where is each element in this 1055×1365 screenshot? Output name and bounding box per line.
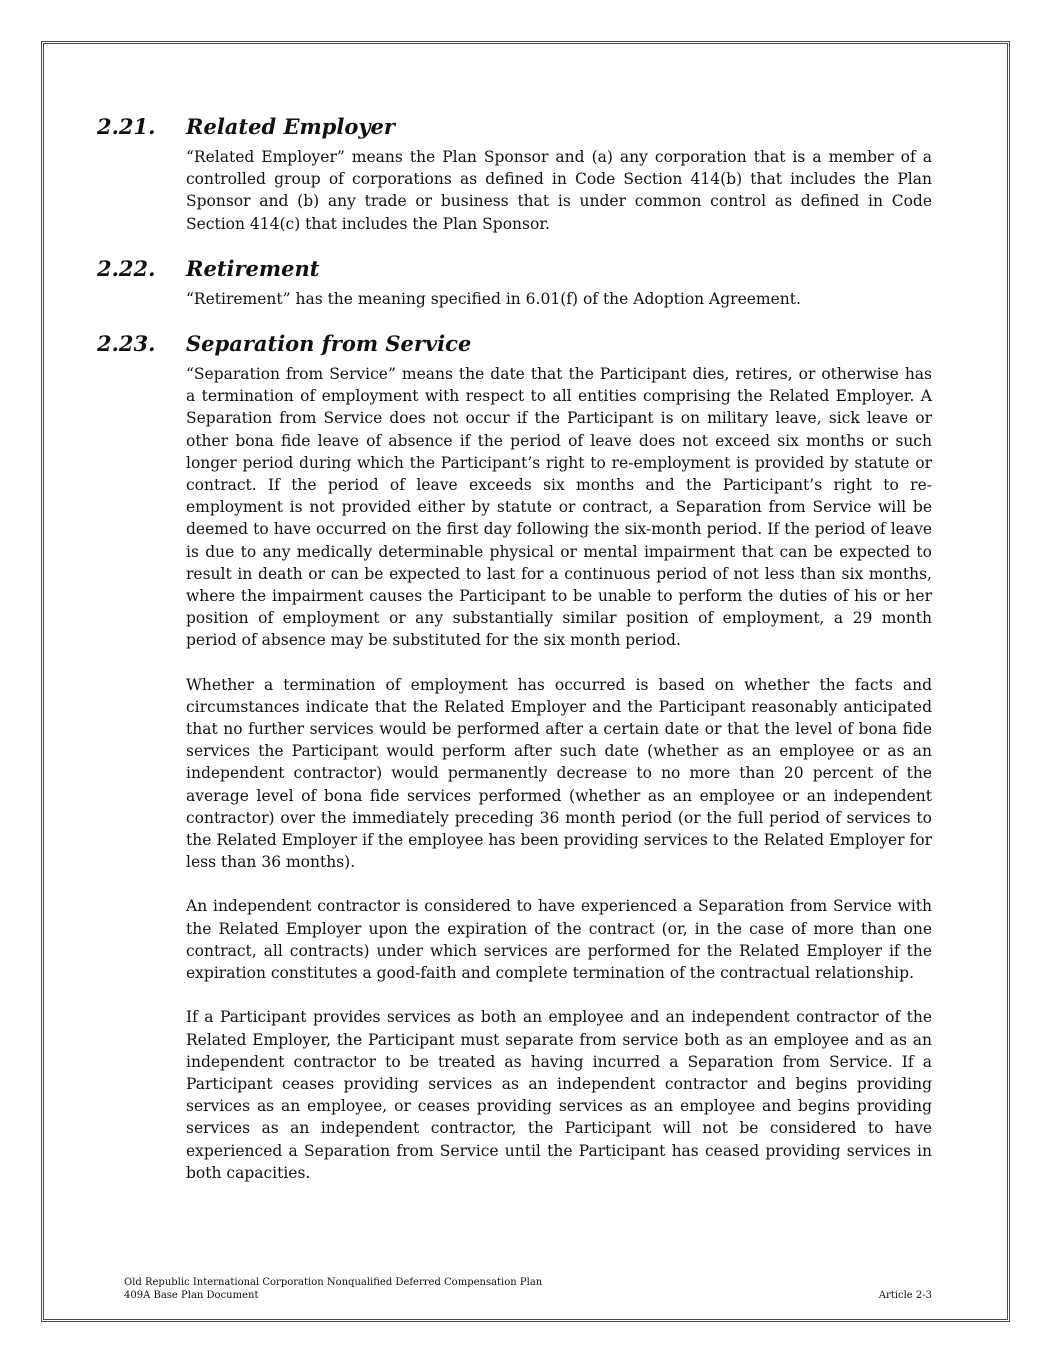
- section-retirement: [97, 255, 932, 310]
- paragraph: Whether a termination of employment has occurred is based on whether the facts and circumstances indicate that the Related Employer and the Participant reasonably anticipated that no further services would be performed after a certain date or that the level of bona fide services the Participant would perform after such date (whether as an employee or as an independent contractor) would permanently decrease to no more than 20 percent of the average level of bona fide services performed (whether as an employee or an independent contractor) over the immediately preceding 36 month period (or the full period of services to the Related Employer if the employee has been providing services to the Related Employer for less than 36 months).: [186, 675, 932, 872]
- footer-document-name: 409A Base Plan Document: [124, 1290, 259, 1301]
- section-number: 2.21.: [97, 114, 156, 139]
- section-separation-from-service: [97, 330, 932, 1184]
- section-title: Retirement: [186, 255, 320, 281]
- section-body: [186, 288, 932, 310]
- paragraph: “Retirement” has the meaning specified in 6.01(f) of the Adoption Agreement.: [186, 289, 801, 308]
- section-heading: [97, 330, 932, 358]
- paragraph: “Separation from Service” means the date that the Participant dies, retires, or otherwise has a termination of employment with respect to all entities comprising the Related Employer. A Separation from Service does not occur if the Participant is on military leave, sick leave or other bona fide leave of absence if the period of leave does not exceed six months or such longer period during which the Participant’s right to re-employment is provided by statute or contract. If the period of leave exceeds six months and the Participant’s right to re-employment is not provided either by statute or contract, a Separation from Service will be deemed to have occurred on the first day following the six-month period. If the period of leave is due to any medically determinable physical or mental impairment that can be expected to result in death or can be expected to last for a continuous period of not less than six months, where the impairment causes the Participant to be unable to perform the duties of his or her position of employment or any substantially similar position of employment, a 29 month period of absence may be substituted for the six month period.: [186, 365, 932, 650]
- section-title: Separation from Service: [186, 331, 472, 357]
- paragraph: If a Participant provides services as both an employee and an independent contractor of the Related Employer, the Participant must separate from service both as an employee and as an independent contractor to be treated as having incurred a Separation from Service. If a Participant ceases providing services as an independent contractor and begins providing services as an employee, or ceases providing services as an employee and begins providing services as an independent contractor, the Participant will not be considered to have experienced a Separation from Service until the Participant has ceased providing services in both capacities.: [186, 1008, 932, 1182]
- document-body: [97, 113, 932, 1204]
- footer-page-label: Article 2-3: [878, 1290, 932, 1301]
- section-heading: [97, 113, 932, 141]
- footer-plan-name: Old Republic International Corporation Nonqualified Deferred Compensation Plan: [124, 1277, 543, 1288]
- paragraph: An independent contractor is considered to have experienced a Separation from Service with the Related Employer upon the expiration of the contract (or, in the case of more than one contract, all contracts) under which services are performed for the Related Employer if the expiration constitutes a good-faith and complete termination of the contractual relationship.: [186, 897, 932, 983]
- section-related-employer: [97, 113, 932, 235]
- section-title: Related Employer: [186, 114, 395, 139]
- section-heading: [97, 255, 932, 283]
- page-footer: [124, 1276, 932, 1302]
- section-number: 2.23.: [97, 331, 156, 357]
- section-body: [186, 363, 932, 1184]
- section-body: [186, 146, 932, 235]
- paragraph: “Related Employer” means the Plan Sponsor and (a) any corporation that is a member of a controlled group of corporations as defined in Code Section 414(b) that includes the Plan Sponsor and (b) any trade or business that is under common control as defined in Code Section 414(c) that includes the Plan Sponsor.: [186, 148, 932, 233]
- section-number: 2.22.: [97, 255, 156, 281]
